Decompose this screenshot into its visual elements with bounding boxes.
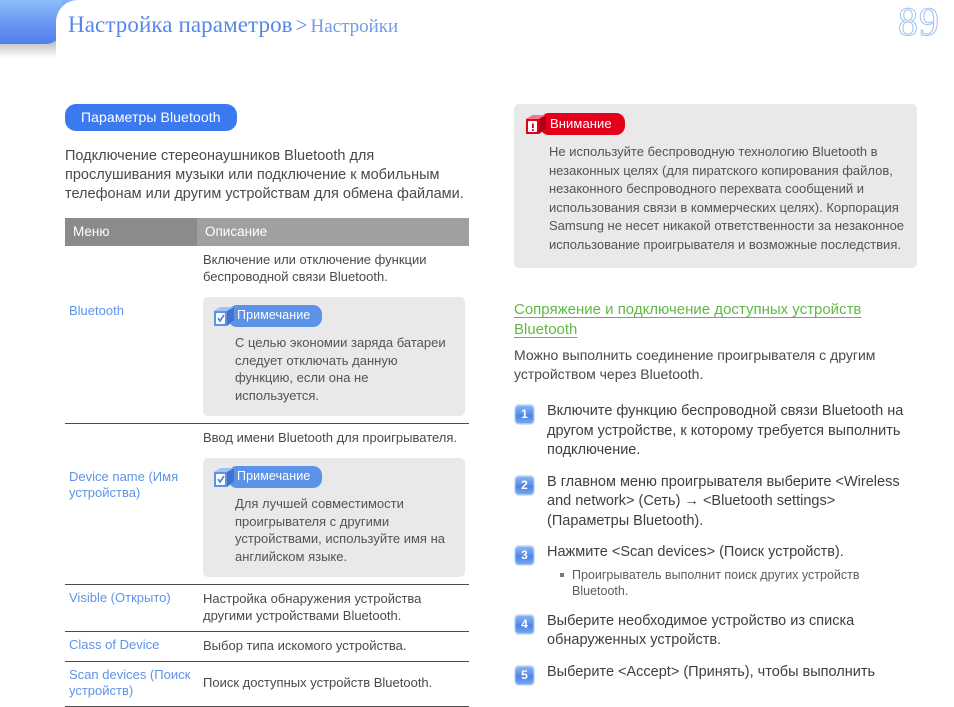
steps-list [514, 402, 918, 686]
breadcrumb-main: Настройка параметров [68, 12, 293, 37]
warning-header [525, 113, 905, 135]
table-cell-description: Поиск доступных устройств Bluetooth. [197, 662, 469, 707]
step-number-badge: 5 [514, 665, 535, 686]
table-cell-menu [65, 424, 197, 585]
note-header [213, 305, 455, 327]
step-text: Нажмите <Scan devices> (Поиск устройств). [547, 544, 844, 560]
bullet-icon [560, 573, 564, 577]
warning-box [514, 104, 917, 268]
step-subnote [560, 567, 918, 600]
menu-label[interactable]: Visible (Открыто) [69, 590, 171, 605]
table-cell-description [197, 424, 469, 585]
breadcrumb-separator: > [295, 13, 308, 37]
menu-label[interactable]: Bluetooth [69, 303, 124, 318]
step-text: В главном меню проигрывателя выберите <Wireless and network> (Сеть) → <Bluetooth settings> (Параметры Bluetooth). [547, 473, 900, 529]
step-text: Выберите <Accept> (Принять), чтобы выполнить [547, 663, 876, 680]
warning-cube-exclamation-icon [525, 114, 547, 135]
note-box [203, 297, 465, 416]
warning-body: Не используйте беспроводную технологию Bluetooth в незаконных целях (для пиратского копирования файлов, незаконного беспроводного перехвата сообщений и использования связи в коммерческих целях). Корпорация Samsung не несет никакой ответственности за незаконное использование проигрывателя и возможные последствия. [549, 144, 905, 252]
step-item [514, 663, 918, 686]
right-column [514, 104, 918, 698]
table-cell-menu [65, 662, 197, 707]
table-cell-menu [65, 585, 197, 632]
table-row [65, 424, 469, 585]
step-number-badge: 3 [514, 545, 535, 566]
step-subnote-text: Проигрыватель выполнит поиск других устройств Bluetooth. [572, 567, 860, 598]
table-cell-menu [65, 246, 197, 424]
table-cell-description: Настройка обнаружения устройства другими устройствами Bluetooth. [197, 585, 469, 632]
note-header [213, 466, 455, 488]
section-intro: Можно выполнить соединение проигрывателя с другим устройством через Bluetooth. [514, 347, 876, 382]
intro-paragraph: Подключение стереонаушников Bluetooth для прослушивания музыки или подключение к мобильным телефонам или другим устройствам для обмена файлами. [65, 148, 464, 202]
table-cell-menu [65, 632, 197, 662]
page-header [0, 0, 954, 58]
step-number-badge: 1 [514, 404, 535, 425]
left-column [65, 104, 469, 707]
section-badge: Параметры Bluetooth [65, 104, 237, 131]
note-cube-check-icon [213, 467, 235, 488]
step-text: Включите функцию беспроводной связи Bluetooth на другом устройстве, к которому требуется выполнить подключение. [547, 403, 904, 458]
note-box [203, 458, 465, 577]
header-corner-tab [0, 0, 62, 44]
table-row [65, 585, 469, 632]
step-number-badge: 4 [514, 614, 535, 635]
breadcrumb [68, 12, 398, 38]
table-row [65, 662, 469, 707]
table-cell-description [197, 246, 469, 424]
step-item [514, 402, 918, 461]
warning-label: Внимание [540, 113, 625, 135]
step-item [514, 612, 918, 651]
note-body: Для лучшей совместимости проигрывателя с другими устройствами, используйте имя на английском языке. [235, 496, 445, 564]
table-header-description: Описание [197, 218, 469, 246]
table-header-menu: Меню [65, 218, 197, 246]
description-text: Включение или отключение функции беспроводной связи Bluetooth. [203, 252, 427, 284]
menu-label[interactable]: Class of Device [69, 637, 160, 652]
table-header-row [65, 218, 469, 246]
note-cube-check-icon [213, 306, 235, 327]
step-item [514, 473, 918, 532]
table-row [65, 246, 469, 424]
table-row [65, 632, 469, 662]
table-cell-description: Выбор типа искомого устройства. [197, 632, 469, 662]
section-heading: Сопряжение и подключение доступных устройств Bluetooth [514, 301, 862, 338]
page-number: 89 [898, 0, 940, 44]
menu-label[interactable]: Scan devices (Поиск устройств) [69, 667, 191, 698]
breadcrumb-sub: Настройки [310, 16, 399, 37]
step-number-badge: 2 [514, 475, 535, 496]
note-body: С целью экономии заряда батареи следует отключать данную функцию, если она не используется. [235, 335, 446, 403]
step-item [514, 543, 918, 600]
bluetooth-settings-table [65, 218, 469, 707]
menu-label[interactable]: Device name (Имя устройства) [69, 469, 179, 500]
step-text: Выберите необходимое устройство из списка обнаруженных устройств. [547, 612, 855, 648]
note-label: Примечание [228, 305, 322, 327]
note-label: Примечание [228, 466, 322, 488]
description-text: Ввод имени Bluetooth для проигрывателя. [203, 430, 458, 445]
